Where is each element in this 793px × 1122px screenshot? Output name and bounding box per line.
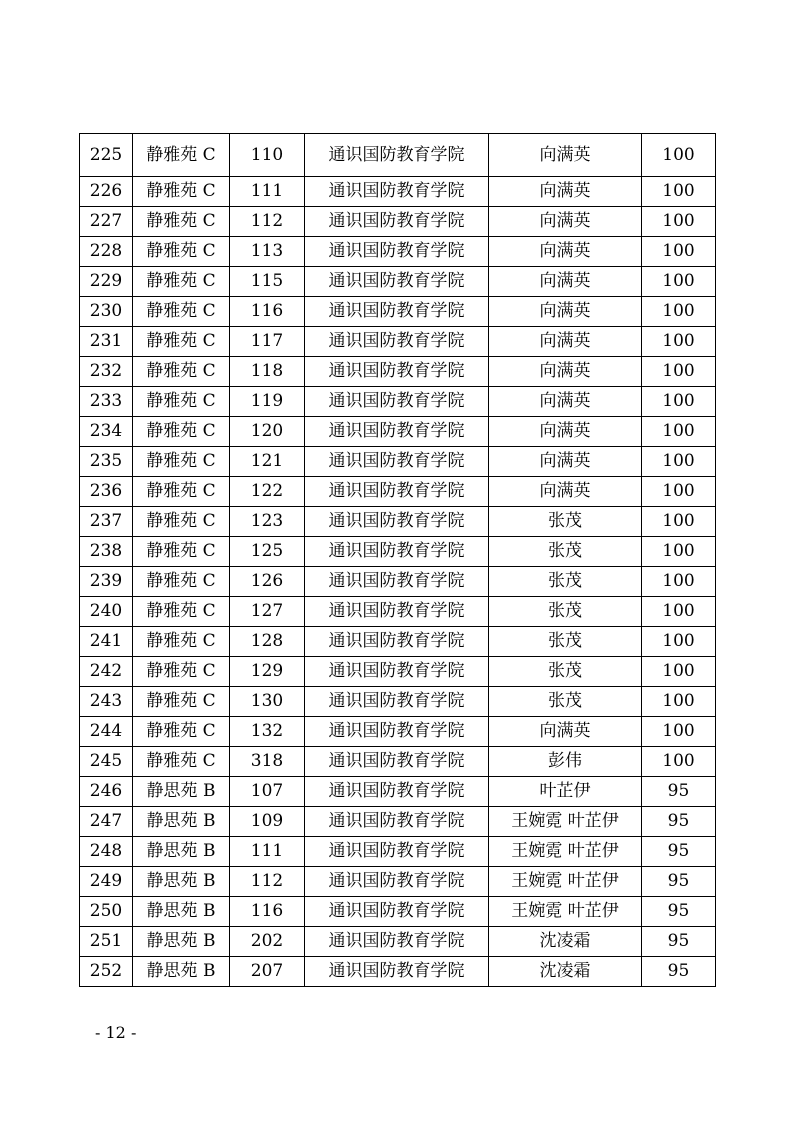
- room-cell: 116: [230, 297, 305, 327]
- score-cell: 95: [642, 897, 716, 927]
- score-cell: 95: [642, 957, 716, 987]
- score-cell: 100: [642, 297, 716, 327]
- score-cell: 100: [642, 327, 716, 357]
- table-row: [80, 387, 716, 417]
- building-cell: 静雅苑 C: [133, 387, 230, 417]
- names-cell: 向满英: [489, 237, 642, 267]
- table-row: [80, 237, 716, 267]
- table-row: [80, 687, 716, 717]
- score-cell: 100: [642, 177, 716, 207]
- score-cell: 95: [642, 927, 716, 957]
- names-cell: 张茂: [489, 627, 642, 657]
- table-row: [80, 717, 716, 747]
- names-cell: 张茂: [489, 507, 642, 537]
- table-row: [80, 597, 716, 627]
- row-number-cell: 231: [80, 327, 133, 357]
- room-cell: 123: [230, 507, 305, 537]
- school-cell: 通识国防教育学院: [305, 717, 489, 747]
- room-cell: 119: [230, 387, 305, 417]
- row-number-cell: 229: [80, 267, 133, 297]
- table-row: [80, 417, 716, 447]
- building-cell: 静雅苑 C: [133, 627, 230, 657]
- school-cell: 通识国防教育学院: [305, 807, 489, 837]
- building-cell: 静雅苑 C: [133, 357, 230, 387]
- room-cell: 109: [230, 807, 305, 837]
- school-cell: 通识国防教育学院: [305, 267, 489, 297]
- building-cell: 静思苑 B: [133, 927, 230, 957]
- table-row: [80, 357, 716, 387]
- row-number-cell: 228: [80, 237, 133, 267]
- names-cell: 向满英: [489, 417, 642, 447]
- room-cell: 122: [230, 477, 305, 507]
- names-cell: 王婉霓 叶芷伊: [489, 837, 642, 867]
- names-cell: 沈凌霜: [489, 927, 642, 957]
- school-cell: 通识国防教育学院: [305, 867, 489, 897]
- school-cell: 通识国防教育学院: [305, 897, 489, 927]
- row-number-cell: 244: [80, 717, 133, 747]
- building-cell: 静雅苑 C: [133, 507, 230, 537]
- row-number-cell: 245: [80, 747, 133, 777]
- row-number-cell: 234: [80, 417, 133, 447]
- table-row: [80, 507, 716, 537]
- building-cell: 静雅苑 C: [133, 237, 230, 267]
- school-cell: 通识国防教育学院: [305, 327, 489, 357]
- building-cell: 静雅苑 C: [133, 297, 230, 327]
- score-cell: 100: [642, 687, 716, 717]
- names-cell: 向满英: [489, 267, 642, 297]
- row-number-cell: 227: [80, 207, 133, 237]
- row-number-cell: 239: [80, 567, 133, 597]
- school-cell: 通识国防教育学院: [305, 297, 489, 327]
- names-cell: 向满英: [489, 717, 642, 747]
- names-cell: 张茂: [489, 537, 642, 567]
- dormitory-score-table: [79, 133, 716, 987]
- row-number-cell: 225: [80, 134, 133, 177]
- building-cell: 静思苑 B: [133, 957, 230, 987]
- room-cell: 127: [230, 597, 305, 627]
- row-number-cell: 252: [80, 957, 133, 987]
- room-cell: 111: [230, 177, 305, 207]
- score-cell: 100: [642, 717, 716, 747]
- school-cell: 通识国防教育学院: [305, 177, 489, 207]
- names-cell: 张茂: [489, 597, 642, 627]
- table-row: [80, 657, 716, 687]
- table-row: [80, 447, 716, 477]
- names-cell: 张茂: [489, 657, 642, 687]
- names-cell: 王婉霓 叶芷伊: [489, 807, 642, 837]
- building-cell: 静思苑 B: [133, 897, 230, 927]
- row-number-cell: 240: [80, 597, 133, 627]
- names-cell: 向满英: [489, 447, 642, 477]
- room-cell: 118: [230, 357, 305, 387]
- room-cell: 121: [230, 447, 305, 477]
- room-cell: 202: [230, 927, 305, 957]
- score-cell: 100: [642, 507, 716, 537]
- building-cell: 静雅苑 C: [133, 417, 230, 447]
- table-row: [80, 777, 716, 807]
- score-cell: 100: [642, 597, 716, 627]
- table-row: [80, 207, 716, 237]
- row-number-cell: 235: [80, 447, 133, 477]
- room-cell: 117: [230, 327, 305, 357]
- score-cell: 100: [642, 207, 716, 237]
- building-cell: 静雅苑 C: [133, 267, 230, 297]
- table-row: [80, 134, 716, 177]
- school-cell: 通识国防教育学院: [305, 597, 489, 627]
- table-row: [80, 957, 716, 987]
- building-cell: 静雅苑 C: [133, 717, 230, 747]
- table-row: [80, 537, 716, 567]
- room-cell: 130: [230, 687, 305, 717]
- row-number-cell: 226: [80, 177, 133, 207]
- school-cell: 通识国防教育学院: [305, 134, 489, 177]
- school-cell: 通识国防教育学院: [305, 957, 489, 987]
- table-row: [80, 477, 716, 507]
- room-cell: 126: [230, 567, 305, 597]
- building-cell: 静思苑 B: [133, 837, 230, 867]
- building-cell: 静雅苑 C: [133, 747, 230, 777]
- table-row: [80, 567, 716, 597]
- room-cell: 113: [230, 237, 305, 267]
- score-cell: 100: [642, 537, 716, 567]
- school-cell: 通识国防教育学院: [305, 507, 489, 537]
- school-cell: 通识国防教育学院: [305, 477, 489, 507]
- table-row: [80, 807, 716, 837]
- school-cell: 通识国防教育学院: [305, 657, 489, 687]
- building-cell: 静雅苑 C: [133, 687, 230, 717]
- page-number: - 12 -: [95, 1023, 137, 1042]
- room-cell: 111: [230, 837, 305, 867]
- room-cell: 112: [230, 867, 305, 897]
- score-cell: 95: [642, 867, 716, 897]
- school-cell: 通识国防教育学院: [305, 387, 489, 417]
- row-number-cell: 241: [80, 627, 133, 657]
- score-cell: 95: [642, 807, 716, 837]
- building-cell: 静思苑 B: [133, 777, 230, 807]
- row-number-cell: 242: [80, 657, 133, 687]
- row-number-cell: 233: [80, 387, 133, 417]
- names-cell: 沈凌霜: [489, 957, 642, 987]
- row-number-cell: 250: [80, 897, 133, 927]
- building-cell: 静思苑 B: [133, 867, 230, 897]
- building-cell: 静雅苑 C: [133, 597, 230, 627]
- room-cell: 125: [230, 537, 305, 567]
- school-cell: 通识国防教育学院: [305, 447, 489, 477]
- building-cell: 静思苑 B: [133, 807, 230, 837]
- score-cell: 100: [642, 477, 716, 507]
- building-cell: 静雅苑 C: [133, 447, 230, 477]
- table-row: [80, 867, 716, 897]
- building-cell: 静雅苑 C: [133, 177, 230, 207]
- names-cell: 向满英: [489, 177, 642, 207]
- school-cell: 通识国防教育学院: [305, 837, 489, 867]
- names-cell: 向满英: [489, 327, 642, 357]
- table-row: [80, 897, 716, 927]
- room-cell: 110: [230, 134, 305, 177]
- row-number-cell: 237: [80, 507, 133, 537]
- school-cell: 通识国防教育学院: [305, 537, 489, 567]
- names-cell: 向满英: [489, 134, 642, 177]
- row-number-cell: 249: [80, 867, 133, 897]
- score-cell: 95: [642, 837, 716, 867]
- names-cell: 向满英: [489, 387, 642, 417]
- names-cell: 向满英: [489, 357, 642, 387]
- room-cell: 128: [230, 627, 305, 657]
- school-cell: 通识国防教育学院: [305, 747, 489, 777]
- score-cell: 100: [642, 134, 716, 177]
- score-cell: 100: [642, 357, 716, 387]
- room-cell: 107: [230, 777, 305, 807]
- table-body: [80, 134, 716, 987]
- room-cell: 115: [230, 267, 305, 297]
- names-cell: 彭伟: [489, 747, 642, 777]
- names-cell: 叶芷伊: [489, 777, 642, 807]
- school-cell: 通识国防教育学院: [305, 357, 489, 387]
- table-row: [80, 747, 716, 777]
- table-row: [80, 627, 716, 657]
- table-row: [80, 327, 716, 357]
- room-cell: 132: [230, 717, 305, 747]
- names-cell: 向满英: [489, 207, 642, 237]
- row-number-cell: 248: [80, 837, 133, 867]
- room-cell: 318: [230, 747, 305, 777]
- school-cell: 通识国防教育学院: [305, 207, 489, 237]
- score-cell: 95: [642, 777, 716, 807]
- table-row: [80, 177, 716, 207]
- school-cell: 通识国防教育学院: [305, 927, 489, 957]
- score-cell: 100: [642, 747, 716, 777]
- building-cell: 静雅苑 C: [133, 327, 230, 357]
- score-cell: 100: [642, 657, 716, 687]
- room-cell: 112: [230, 207, 305, 237]
- school-cell: 通识国防教育学院: [305, 567, 489, 597]
- room-cell: 207: [230, 957, 305, 987]
- row-number-cell: 243: [80, 687, 133, 717]
- row-number-cell: 247: [80, 807, 133, 837]
- score-cell: 100: [642, 627, 716, 657]
- names-cell: 王婉霓 叶芷伊: [489, 897, 642, 927]
- row-number-cell: 238: [80, 537, 133, 567]
- row-number-cell: 246: [80, 777, 133, 807]
- building-cell: 静雅苑 C: [133, 537, 230, 567]
- score-cell: 100: [642, 447, 716, 477]
- building-cell: 静雅苑 C: [133, 477, 230, 507]
- building-cell: 静雅苑 C: [133, 657, 230, 687]
- table-row: [80, 297, 716, 327]
- score-cell: 100: [642, 567, 716, 597]
- school-cell: 通识国防教育学院: [305, 417, 489, 447]
- building-cell: 静雅苑 C: [133, 567, 230, 597]
- school-cell: 通识国防教育学院: [305, 777, 489, 807]
- room-cell: 129: [230, 657, 305, 687]
- score-cell: 100: [642, 267, 716, 297]
- score-cell: 100: [642, 237, 716, 267]
- school-cell: 通识国防教育学院: [305, 627, 489, 657]
- row-number-cell: 251: [80, 927, 133, 957]
- table-row: [80, 267, 716, 297]
- row-number-cell: 230: [80, 297, 133, 327]
- school-cell: 通识国防教育学院: [305, 687, 489, 717]
- row-number-cell: 232: [80, 357, 133, 387]
- table-row: [80, 837, 716, 867]
- names-cell: 王婉霓 叶芷伊: [489, 867, 642, 897]
- table-row: [80, 927, 716, 957]
- building-cell: 静雅苑 C: [133, 134, 230, 177]
- row-number-cell: 236: [80, 477, 133, 507]
- names-cell: 张茂: [489, 567, 642, 597]
- school-cell: 通识国防教育学院: [305, 237, 489, 267]
- score-cell: 100: [642, 417, 716, 447]
- building-cell: 静雅苑 C: [133, 207, 230, 237]
- names-cell: 向满英: [489, 477, 642, 507]
- room-cell: 116: [230, 897, 305, 927]
- names-cell: 张茂: [489, 687, 642, 717]
- room-cell: 120: [230, 417, 305, 447]
- names-cell: 向满英: [489, 297, 642, 327]
- score-cell: 100: [642, 387, 716, 417]
